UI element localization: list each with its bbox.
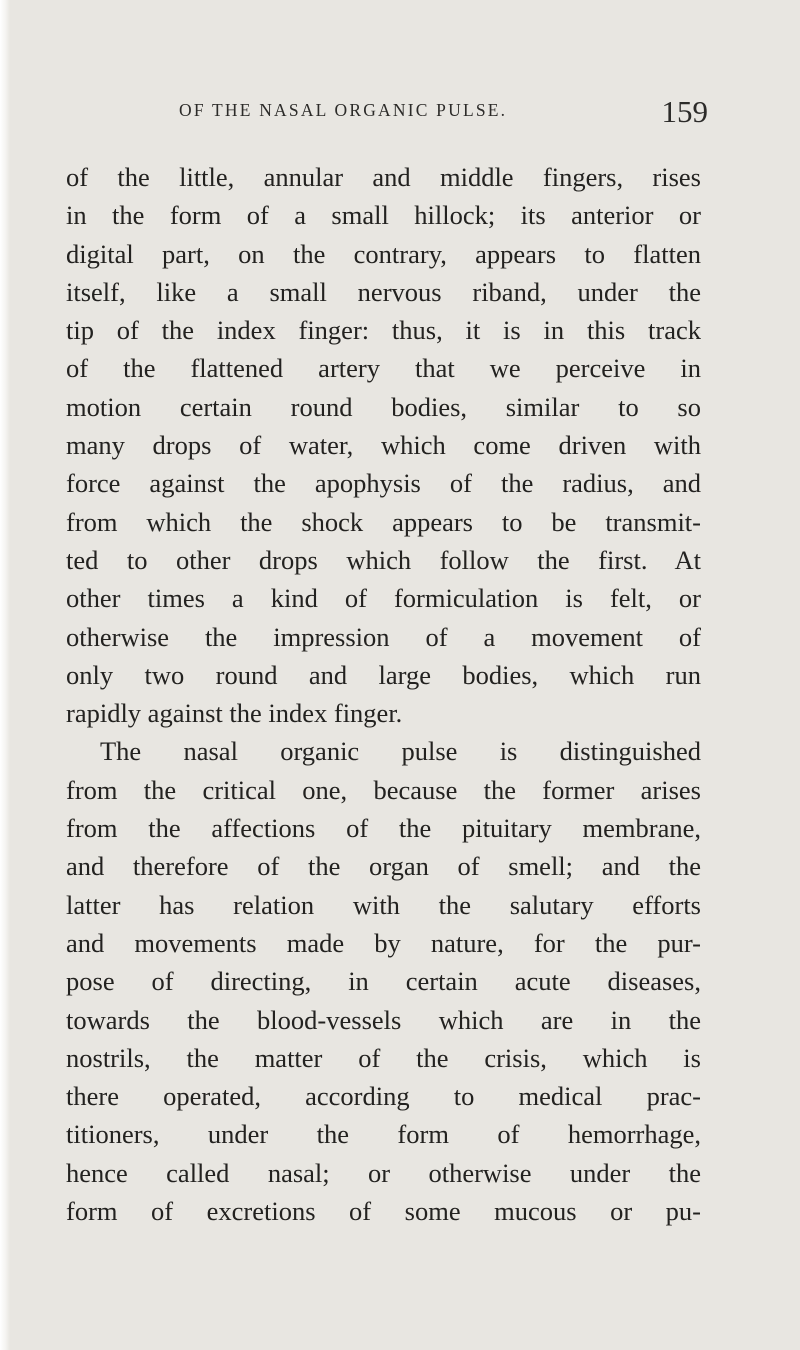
text-line: motion certain round bodies, similar to so [66,391,701,422]
text-line: force against the apophysis of the radius, and [66,468,701,499]
text-line: tip of the index finger: thus, it is in this track [66,315,701,346]
text-line: there operated, according to medical prac- [66,1081,701,1112]
text-line: nostrils, the matter of the crisis, which is [66,1042,701,1073]
running-title: OF THE NASAL ORGANIC PULSE. [179,100,508,120]
text-line: ted to other drops which follow the first. At [66,544,701,575]
text-line: many drops of water, which come driven with [66,430,701,461]
text-line: and movements made by nature, for the pur- [66,927,701,958]
text-line: only two round and large bodies, which run [66,659,701,690]
text-line: digital part, on the contrary, appears to flatten [66,238,701,269]
text-line: from which the shock appears to be transmit- [66,506,701,537]
text-line: of the little, annular and middle fingers, rises [66,162,701,192]
text-line: from the affections of the pituitary membrane, [66,813,701,844]
text-line: of the flattened artery that we perceive in [66,353,701,384]
paragraph-first-line: The nasal organic pulse is distinguished [100,736,701,767]
text-line: towards the blood-vessels which are in the [66,1004,701,1035]
text-line: titioners, under the form of hemorrhage, [66,1119,701,1150]
text-line: itself, like a small nervous riband, under the [66,276,701,307]
page-edge [0,0,10,1350]
text-line: other times a kind of formiculation is felt, or [66,583,701,614]
text-line: latter has relation with the salutary efforts [66,889,701,920]
text-line: hence called nasal; or otherwise under the [66,1157,701,1188]
paragraph-end-line: rapidly against the index finger. [66,698,403,729]
text-line: and therefore of the organ of smell; and the [66,851,701,882]
running-head [66,92,708,132]
page-number: 159 [661,94,708,129]
text-line: pose of directing, in certain acute diseases, [66,966,701,997]
text-line: in the form of a small hillock; its anterior or [66,200,701,231]
text-line: from the critical one, because the former arises [66,774,701,805]
body-text [66,158,701,1230]
text-line: form of excretions of some mucous or pu- [66,1196,701,1227]
text-line: otherwise the impression of a movement of [66,621,701,652]
